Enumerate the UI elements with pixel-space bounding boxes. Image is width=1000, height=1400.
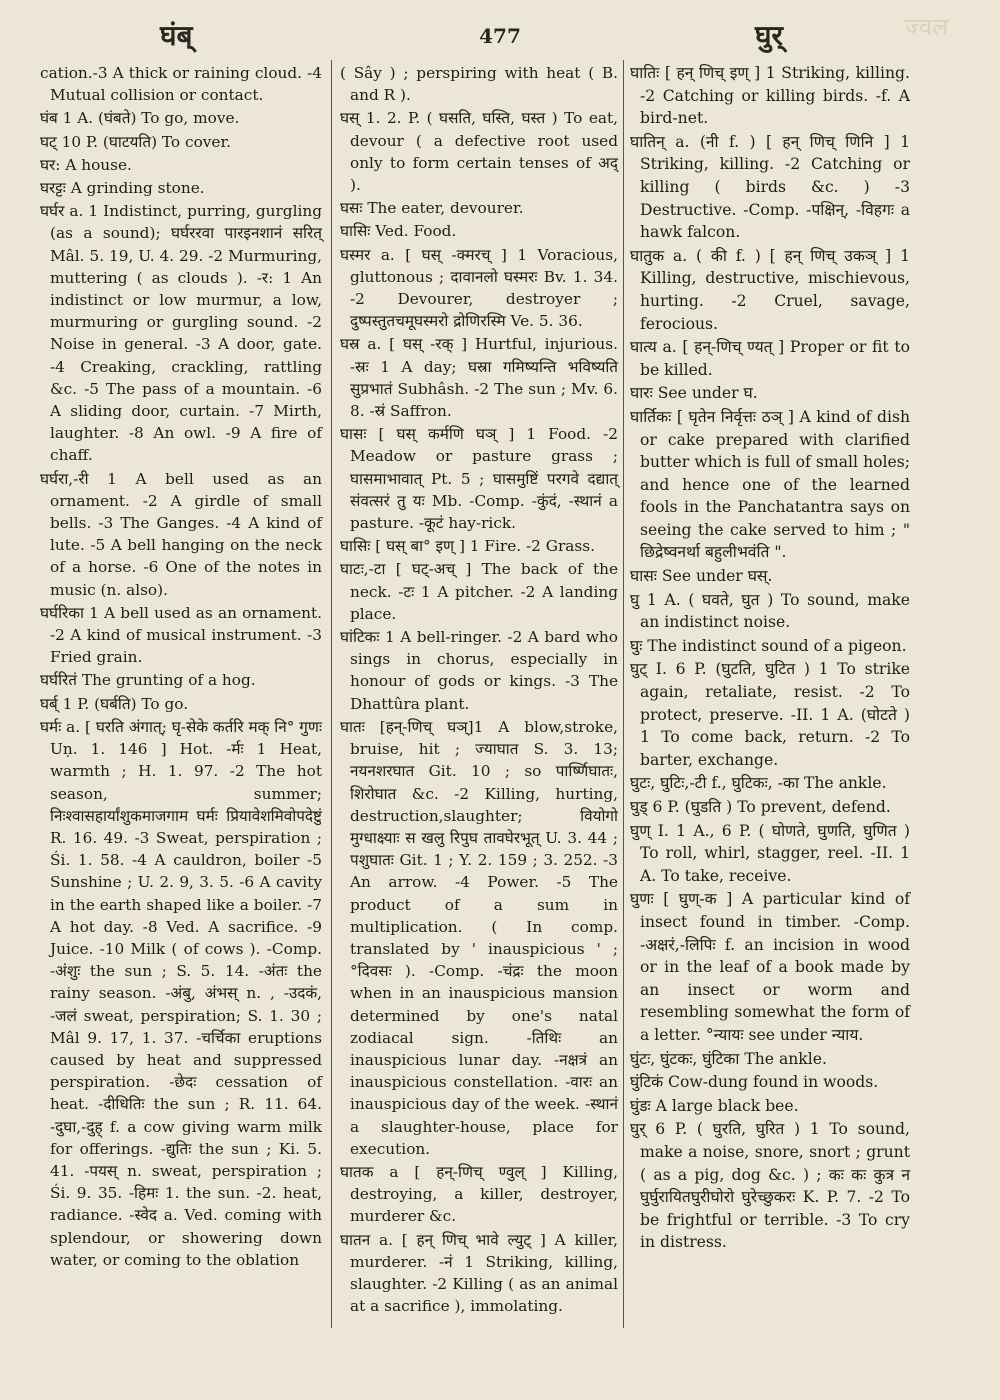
dictionary-entry: घातन a. [ हन् णिच् भावे ल्युट् ] A killer, murderer. -नं 1 Striking, killing, slaughter. -2 Killing ( as an animal at a sacrifice ), immolating. xyxy=(340,1230,618,1316)
dictionary-entry: घसः The eater, devourer. xyxy=(340,199,524,218)
dictionary-entry: घुर् 6 P. ( घुरति, घुरित ) 1 To sound, make a noise, snore, snort ; grunt ( as a pig, dog &c. ) ; कः कः कुत्र न घुर्घुरायितघुरीघोरो घुरेच्छुकरः K. P. 7. -2 To be frightful or terrible. -3 To cry in distress. xyxy=(630,1120,910,1252)
dictionary-entry: घंब 1 A. (घंबते) To go, move. xyxy=(40,109,240,128)
dictionary-entry: घुंडः A large black bee. xyxy=(630,1096,799,1115)
dictionary-entry: घर्घरिका 1 A bell used as an ornament. -2 A kind of musical instrument. -3 Fried grain. xyxy=(40,603,322,667)
dictionary-entry: घट् 10 P. (घाटयति) To cover. xyxy=(40,132,231,151)
dictionary-entry: घासः See under घस्. xyxy=(630,567,773,586)
dictionary-entry: घस्मर a. [ घस् -क्मरच् ] 1 Voracious, gluttonous ; दावानलो घस्मरः Bv. 1. 34. -2 Devourer, destroyer ; दुष्पस्तुतचमूघस्मरो द्रोणिरस्मि Ve. 5. 36. xyxy=(340,245,618,331)
guide-word-left: घंब् xyxy=(160,19,193,52)
column-2 xyxy=(340,62,618,1318)
dictionary-entry: घुट् I. 6 P. (घुटति, घुटित ) 1 To strike again, retaliate, resist. -2 To protect, preserve. -II. 1 A. (घोटते ) 1 To come back, return. -2 To barter, exchange. xyxy=(630,660,910,769)
dictionary-entry: घस् 1. 2. P. ( घसति, घस्ति, घस्त ) To eat, devour ( a defective root used only to form certain tenses of अद् ). xyxy=(340,109,618,195)
dictionary-entry: घरट्टः A grinding stone. xyxy=(40,179,205,198)
dictionary-entry: घाटः,-टा [ घट्-अच् ] The back of the neck. -टः 1 A pitcher. -2 A landing place. xyxy=(340,560,618,623)
bleed-through-text: ज्वल xyxy=(905,13,949,41)
dictionary-entry: घातिः [ हन् णिच् इण् ] 1 Striking, killing. -2 Catching or killing birds. -f. A bird-net. xyxy=(630,64,910,128)
dictionary-entry: घु 1 A. ( घवते, घुत ) To sound, make an indistinct noise. xyxy=(630,590,910,632)
dictionary-entry: घातिन् a. (नी f. ) [ हन् णिच् णिनि ] 1 Striking, killing. -2 Catching or killing ( birds &c. ) -3 Destructive. -Comp. -पक्षिन्, -विहगः a hawk falcon. xyxy=(630,132,910,242)
column-divider-2 xyxy=(623,60,624,1328)
dictionary-entry: घासिः Ved. Food. xyxy=(340,222,457,241)
dictionary-entry: घुणः [ घुण्-क ] A particular kind of insect found in timber. -Comp. -अक्षरं,-लिपिः f. an incision in wood or in the leaf of a book made by an insect or worm and resembling somewhat the form of a letter. °न्यायः see under न्याय. xyxy=(630,890,910,1044)
dictionary-entry: घर: A house. xyxy=(40,155,132,174)
dictionary-entry: घुंटिकं Cow-dung found in woods. xyxy=(630,1073,879,1092)
dictionary-entry: घातः [हन्-णिच् घञ्]1 A blow,stroke, bruise, hit ; ज्याघात S. 3. 13; नयनशरघात Git. 10 ; so पार्ष्णिघातः, शिरोघात &c. -2 Killing, hurting, destruction,slaughter; वियोगो मुग्धाक्ष्याः स खलु रिपुघ तावघेरभूत् U. 3. 44 ; पशुघातः Git. 1 ; Y. 2. 159 ; 3. 252. -3 An arrow. -4 Power. -5 The product of a sum in multiplication. ( In comp. translated by ' inauspicious ' ; °दिवसः ). -Comp. -चंद्रः the moon when in an inauspicious mansion determined by one's natal zodiacal sign. -तिथिः an inauspicious lunar day. -नक्षत्रं an inauspicious constellation. -वारः an inauspicious day of the week. -स्थानं a slaughter-house, place for execution. xyxy=(340,717,618,1158)
dictionary-entry: घार्तिकः [ घृतेन निर्वृत्तः ठञ् ] A kind of dish or cake prepared with clarified butter which is full of small holes; and hence one of the learned fools in the Panchatantra says on seeing the cake served to him ; " छिद्रेष्वनर्था बहुलीभवंति ". xyxy=(630,407,910,562)
dictionary-entry: घुः The indistinct sound of a pigeon. xyxy=(630,636,907,655)
dictionary-entry: घर्ब् 1 P. (घर्बति) To go. xyxy=(40,694,189,713)
guide-word-right: घुर् xyxy=(755,19,784,52)
dictionary-entry: ( Sây ) ; perspiring with heat ( B. and R ). xyxy=(340,64,618,105)
page-number: 477 xyxy=(479,24,521,48)
dictionary-entry: घासः [ घस् कर्मणि घञ् ] 1 Food. -2 Meadow or pasture grass ; घासमाभावात् Pt. 5 ; घासमुष्टिं परगवे दद्यात् संवत्सरं तु यः Mb. -Comp. -कुंदं, -स्थानं a pasture. -कूटं hay-rick. xyxy=(340,425,618,533)
dictionary-entry: घात्य a. [ हन्-णिच् ण्यत् ] Proper or fit to be killed. xyxy=(630,338,910,379)
column-3 xyxy=(630,62,910,1255)
dictionary-entry: घासिः [ घस् बा° इण् ] 1 Fire. -2 Grass. xyxy=(340,537,595,556)
dictionary-entry: घर्घरितं The grunting of a hog. xyxy=(40,671,256,690)
column-1 xyxy=(40,62,322,1272)
dictionary-entry: घर्मः a. [ घरति अंगात्; घृ-सेके कर्तरि मक् नि° गुणः Uṇ. 1. 146 ] Hot. -र्मः 1 Heat, warmth ; H. 1. 97. -2 The hot season, summer; निःश्वासहार्यांशुकमाजगाम घर्मः प्रियावेशमिवोपदेष्टुं R. 16. 49. -3 Sweat, perspiration ; Śi. 1. 58. -4 A cauldron, boiler -5 Sunshine ; U. 2. 9, 3. 5. -6 A cavity in the earth shaped like a boiler. -7 A hot day. -8 Ved. A sacrifice. -9 Juice. -10 Milk ( of cows ). -Comp. -अंशुः the sun ; S. 5. 14. -अंतः the rainy season. -अंबु, अंभस् n. , -उदकं, -जलं sweat, perspiration; S. 1. 30 ; Mâl 9. 17, 1. 37. -चर्चिका eruptions caused by heat and suppressed perspiration. -छेदः cessation of heat. -दीधितिः the sun ; R. 11. 64. -दुघा,-दुह् f. a cow giving warm milk for offerings. -द्युतिः the sun ; Ki. 5. 41. -पयस् n. sweat, perspiration ; Śi. 9. 35. -हिमः 1. the sun. -2. heat, radiance. -स्वेद a. Ved. coming with splendour, or showering down water, or coming to the oblation xyxy=(40,717,322,1269)
dictionary-entry: घारः See under घ. xyxy=(630,384,758,403)
dictionary-entry: घुंटः, घुंटकः, घुंटिका The ankle. xyxy=(630,1049,827,1068)
dictionary-entry: घुड् 6 P. (घुडति ) To prevent, defend. xyxy=(630,798,891,816)
dictionary-entry: घस्र a. [ घस् -रक् ] Hurtful, injurious. -स्रः 1 A day; घस्रा गमिष्यन्ति भविष्यति सुप्रभातं Subhâsh. -2 The sun ; Mv. 6. 8. -स्रं Saffron. xyxy=(340,335,618,421)
dictionary-entry: घर्घर a. 1 Indistinct, purring, gurgling (as a sound); घर्घररवा पारइनशानं सरित् Mâl. 5. 19, U. 4. 29. -2 Murmuring, muttering ( as clouds ). -र: 1 An indistinct or low murmur, a low, murmuring or gurgling sound. -2 Noise in general. -3 A door, gate. -4 Creaking, crackling, rattling &c. -5 The pass of a mountain. -6 A sliding door, curtain. -7 Mirth, laughter. -8 An owl. -9 A fire of chaff. xyxy=(40,202,322,465)
dictionary-entry: घर्घरा,-री 1 A bell used as an ornament. -2 A girdle of small bells. -3 The Ganges. -4 A kind of lute. -5 A bell hanging on the neck of a horse. -6 One of the notes in music (n. also). xyxy=(40,469,322,599)
dictionary-entry: घांटिकः 1 A bell-ringer. -2 A bard who sings in chorus, especially in honour of gods or kings. -3 The Dhattûra plant. xyxy=(340,628,618,713)
dictionary-entry: cation.-3 A thick or raining cloud. -4 Mutual collision or contact. xyxy=(40,64,322,105)
dictionary-entry: घुटः, घुटिः,-टी f., घुटिकः, -का The ankle. xyxy=(630,774,887,793)
dictionary-entry: घुण् I. 1 A., 6 P. ( घोणते, घुणति, घुणित ) To roll, whirl, stagger, reel. -II. 1 A. To take, receive. xyxy=(630,821,910,885)
dictionary-entry: घातक a [ हन्-णिच् ण्वुल् ] Killing, destroying, a killer, destroyer, murderer &c. xyxy=(340,1162,618,1226)
column-divider-1 xyxy=(331,60,332,1328)
dictionary-entry: घातुक a. ( की f. ) [ हन् णिच् उकञ् ] 1 Killing, destructive, mischievous, hurting. -2 Cruel, savage, ferocious. xyxy=(630,246,910,333)
